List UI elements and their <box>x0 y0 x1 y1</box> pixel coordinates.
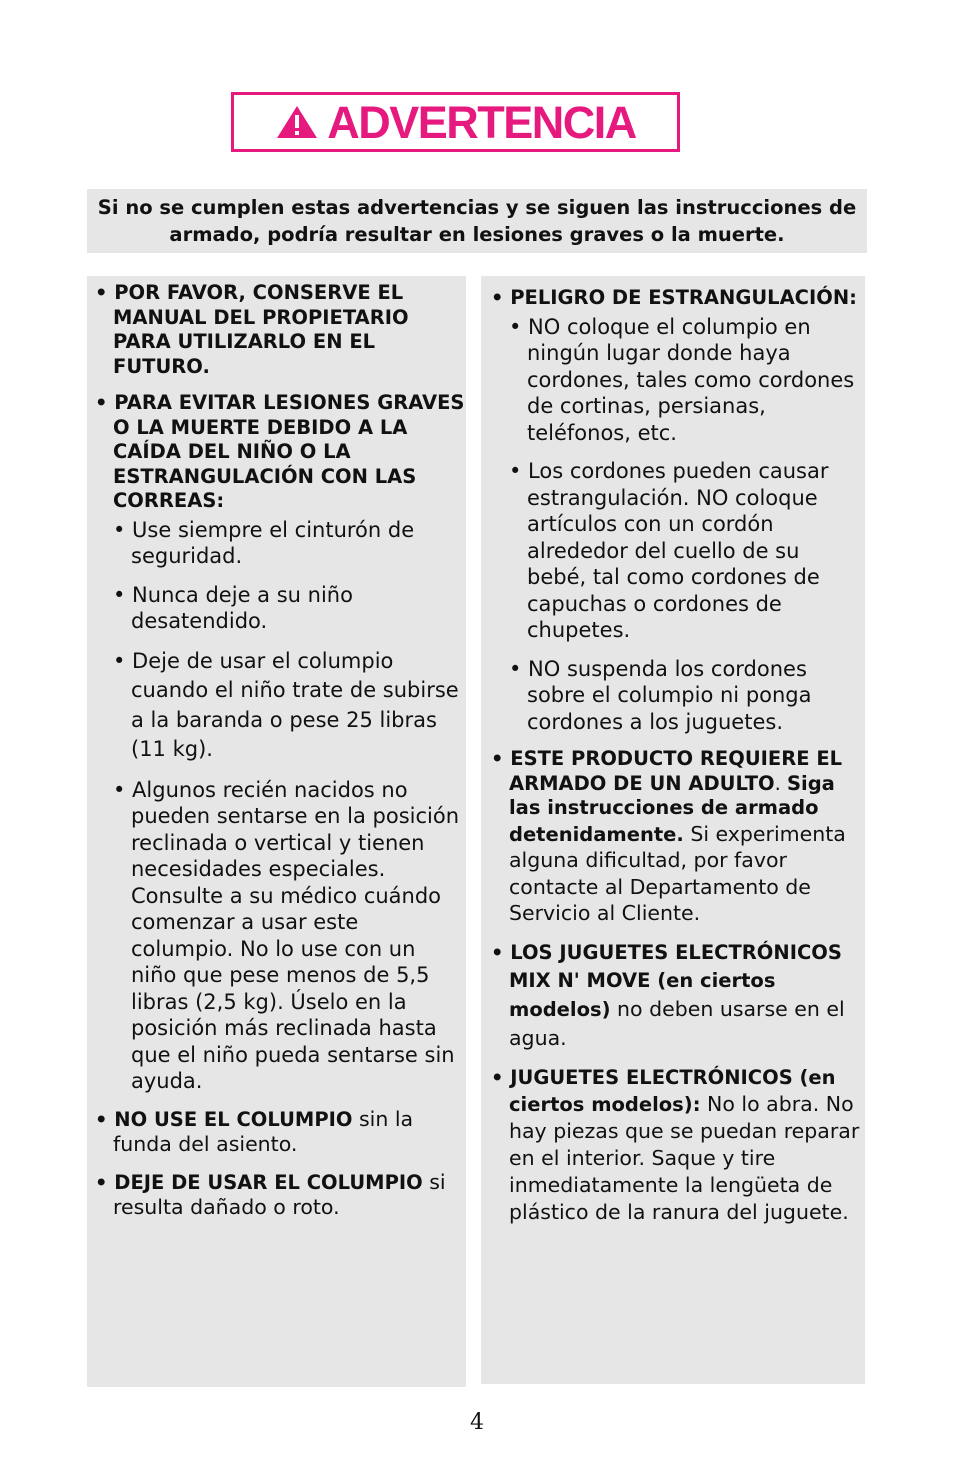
left-item-2-sub-2: • Nunca deje a su niño desatendido. <box>113 582 353 633</box>
right-item-3-text: no deben usarse en el agua. <box>509 996 845 1050</box>
warning-triangle-icon <box>275 104 319 140</box>
left-item-4-bold: • DEJE DE USAR EL COLUMPIO <box>95 1170 423 1194</box>
left-item-2-sub-1: • Use siempre el cinturón de seguridad. <box>113 517 415 568</box>
right-item-4-bold: • JUGUETES ELECTRÓNICOS (en ciertos modelos): <box>491 1065 836 1116</box>
right-item-1-sub-3: • NO suspenda los cordones sobre el columpio ni ponga cordones a los juguetes. <box>509 656 812 734</box>
right-item-1 <box>491 286 865 735</box>
left-item-2-sub-3: • Deje de usar el columpio cuando el niño trate de subirse a la baranda o pese 25 libras (11 kg). <box>113 648 459 761</box>
right-item-1-head: • PELIGRO DE ESTRANGULACIÓN: <box>491 286 857 309</box>
left-item-2-head: • PARA EVITAR LESIONES GRAVES O LA MUERTE DEBIDO A LA CAÍDA DEL NIÑO O LA ESTRANGULACIÓN CON LAS CORREAS: <box>95 391 465 512</box>
left-item-1-head: • POR FAVOR, CONSERVE EL MANUAL DEL PROPIETARIO PARA UTILIZARLO EN EL FUTURO. <box>95 281 409 378</box>
left-item-1 <box>95 281 466 379</box>
right-item-4-text: No lo abra. No hay piezas que se puedan reparar en el interior. Saque y tire inmediatamente la lengüeta de plástico de la ranura del juguete. <box>509 1091 860 1224</box>
left-item-3-text: sin la funda del asiento. <box>113 1106 414 1156</box>
right-item-2-bold-2: Siga las instrucciones de armado detenidamente. <box>509 771 835 846</box>
left-item-2-sub-4: • Algunos recién nacidos no pueden sentarse en la posición reclinada o vertical y tienen necesidades especiales. Consulte a su médico cuándo comenzar a usar este columpio. No lo use con un niño que pese menos de 5,5 libras (2,5 kg). Úselo en la posición más reclinada hasta que el niño pueda sentarse sin ayuda. <box>113 777 460 1093</box>
right-item-2-bold-1: • ESTE PRODUCTO REQUIERE EL ARMADO DE UN ADULTO <box>491 747 843 795</box>
left-item-4-text: si resulta dañado o roto. <box>113 1169 446 1219</box>
left-item-3-bold: • NO USE EL COLUMPIO <box>95 1107 353 1131</box>
right-item-1-sub-1: • NO coloque el columpio en ningún lugar donde haya cordones, tales como cordones de cortinas, persianas, teléfonos, etc. <box>509 314 855 445</box>
warning-banner <box>231 92 680 152</box>
right-item-3 <box>491 939 865 1053</box>
page-number: 4 <box>470 1410 484 1435</box>
right-item-2-plain: . <box>774 771 787 795</box>
left-column <box>87 276 466 1387</box>
left-item-4 <box>95 1170 466 1221</box>
right-item-3-bold: • LOS JUGUETES ELECTRÓNICOS MIX N' MOVE (en ciertos modelos) <box>491 940 842 1021</box>
left-item-2 <box>95 391 466 1095</box>
left-item-3 <box>95 1107 466 1158</box>
right-item-2-text: Si experimenta alguna dificultad, por favor contacte al Departamento de Servicio al Cliente. <box>509 821 846 925</box>
right-item-4 <box>491 1065 865 1226</box>
intro-warning: Si no se cumplen estas advertencias y se siguen las instrucciones de armado, podría resultar en lesiones graves o la muerte. <box>87 189 867 253</box>
right-item-2 <box>491 747 865 927</box>
right-column <box>481 276 865 1384</box>
right-item-1-sub-2: • Los cordones pueden causar estrangulación. NO coloque artículos con un cordón alrededor del cuello de su bebé, tal como cordones de capuchas o cordones de chupetes. <box>509 459 829 642</box>
banner-title: ADVERTENCIA <box>327 96 636 148</box>
